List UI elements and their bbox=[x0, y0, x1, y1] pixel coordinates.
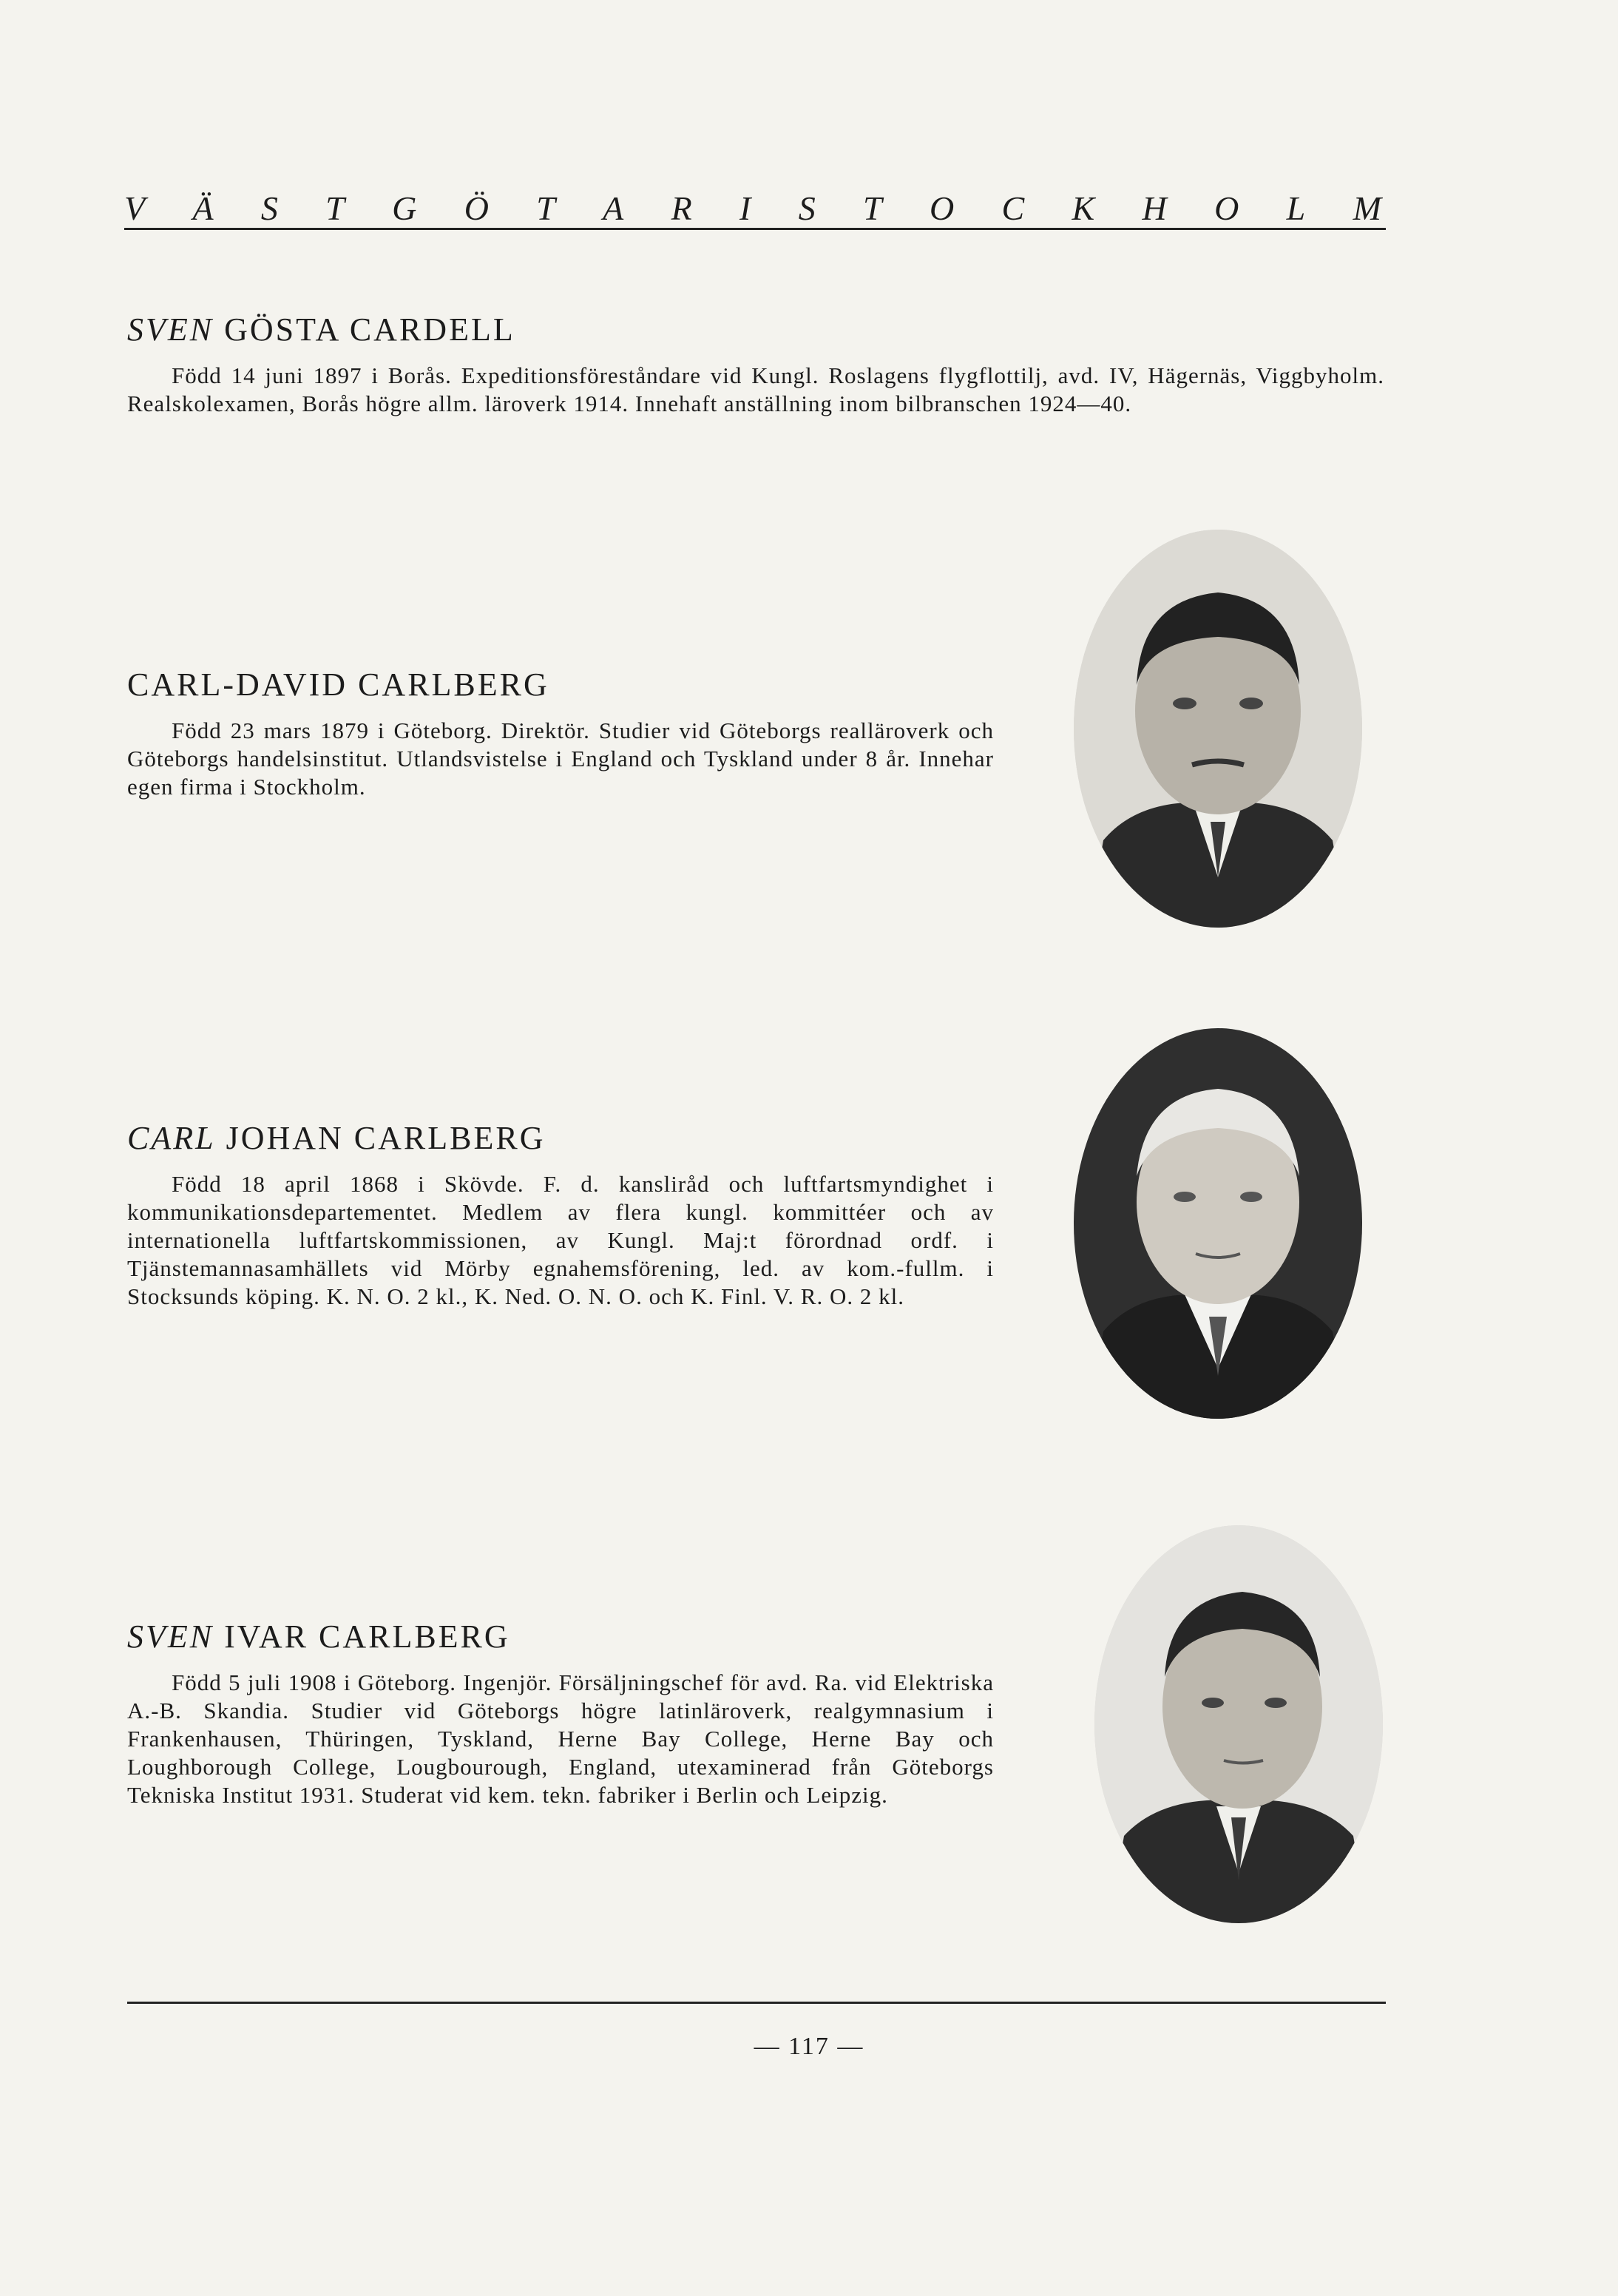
running-head-letter: O bbox=[1214, 189, 1239, 227]
entry-sven-ivar-carlberg bbox=[127, 1618, 994, 1809]
running-head-letter: M bbox=[1353, 189, 1381, 227]
entry-rest-name: CARL-DAVID CARLBERG bbox=[127, 666, 549, 703]
entry-carl-david-carlberg bbox=[127, 666, 994, 801]
entry-rest-name: JOHAN CARLBERG bbox=[226, 1120, 546, 1156]
entry-rest-name: IVAR CARLBERG bbox=[224, 1618, 510, 1655]
running-head-letter: Ä bbox=[192, 189, 214, 227]
running-head-letter: G bbox=[392, 189, 417, 227]
entry-bio: Född 14 juni 1897 i Borås. Expeditionsföreståndare vid Kungl. Roslagens flygflottilj, avd. IV, Hägernäs, Viggbyholm. Realskolexamen, Borås högre allm. läroverk 1914. Innehaft anställning inom bilbranschen 1924—40. bbox=[127, 362, 1384, 416]
running-head-letter: O bbox=[929, 189, 955, 227]
entry-bio: Född 18 april 1868 i Skövde. F. d. kansliråd och luftfartsmyndighet i kommunikationsdepartementet. Medlem av flera kungl. kommittéer och av internationella luftfartskommissionen, av Kungl. Maj:t förordnad ordf. i Tjänstemannasamhällets vid Mörby egnahemsförening, led. av kom.-fullm. i Stocksunds köping. K. N. O. 2 kl., K. Ned. O. N. O. och K. Finl. V. R. O. 2 kl. bbox=[127, 1171, 994, 1309]
running-head-letter: L bbox=[1286, 189, 1306, 227]
portrait-photo bbox=[1094, 1525, 1383, 1923]
entry-sven-gosta-cardell bbox=[127, 311, 1384, 418]
running-head bbox=[124, 176, 1381, 228]
footer-rule bbox=[127, 2002, 1386, 2004]
entry-name bbox=[127, 666, 994, 703]
portrait-carl-johan-carlberg bbox=[1074, 1028, 1362, 1419]
running-head-letter: T bbox=[863, 189, 882, 227]
running-head-letter: I bbox=[739, 189, 751, 227]
running-head-letter: V bbox=[124, 189, 146, 227]
running-head-letter: T bbox=[536, 189, 555, 227]
running-head-letter: S bbox=[798, 189, 816, 227]
entry-name bbox=[127, 311, 1384, 348]
running-head-letter: H bbox=[1142, 189, 1167, 227]
entry-carl-johan-carlberg bbox=[127, 1119, 994, 1311]
running-head-letter: R bbox=[671, 189, 692, 227]
entry-bio: Född 5 juli 1908 i Göteborg. Ingenjör. Försäljningschef för avd. Ra. vid Elektriska A.-B. Skandia. Studier vid Göteborgs högre latinläroverk, realgymnasium i Frankenhausen, Thüringen, Tyskland, Herne Bay College, Herne Bay och Loughborough College, Lougbourough, England, utexaminerad från Göteborgs Tekniska Institut 1931. Studerat vid kem. tekn. fabriker i Berlin och Leipzig. bbox=[127, 1669, 994, 1808]
portrait-photo bbox=[1074, 530, 1362, 928]
page-number: — 117 — bbox=[754, 2033, 864, 2060]
entry-first-name: CARL bbox=[127, 1120, 216, 1156]
running-head-letter: A bbox=[603, 189, 624, 227]
header-rule bbox=[124, 228, 1386, 230]
entry-first-name: SVEN bbox=[127, 311, 214, 348]
running-head-letter: T bbox=[325, 189, 345, 227]
portrait-carl-david-carlberg bbox=[1074, 530, 1362, 928]
entry-name bbox=[127, 1618, 994, 1655]
entry-bio: Född 23 mars 1879 i Göteborg. Direktör. Studier vid Göteborgs realläroverk och Göteborgs handelsinstitut. Utlandsvistelse i England och Tyskland under 8 år. Innehar egen firma i Stockholm. bbox=[127, 718, 994, 800]
portrait-sven-ivar-carlberg bbox=[1094, 1525, 1383, 1923]
running-head-letter: S bbox=[260, 189, 278, 227]
running-head-letter: C bbox=[1001, 189, 1025, 227]
running-head-letter: K bbox=[1072, 189, 1095, 227]
entry-name bbox=[127, 1119, 994, 1157]
running-head-letter: Ö bbox=[464, 189, 489, 227]
entry-rest-name: GÖSTA CARDELL bbox=[224, 311, 515, 348]
entry-first-name: SVEN bbox=[127, 1618, 214, 1655]
portrait-photo bbox=[1074, 1028, 1362, 1419]
